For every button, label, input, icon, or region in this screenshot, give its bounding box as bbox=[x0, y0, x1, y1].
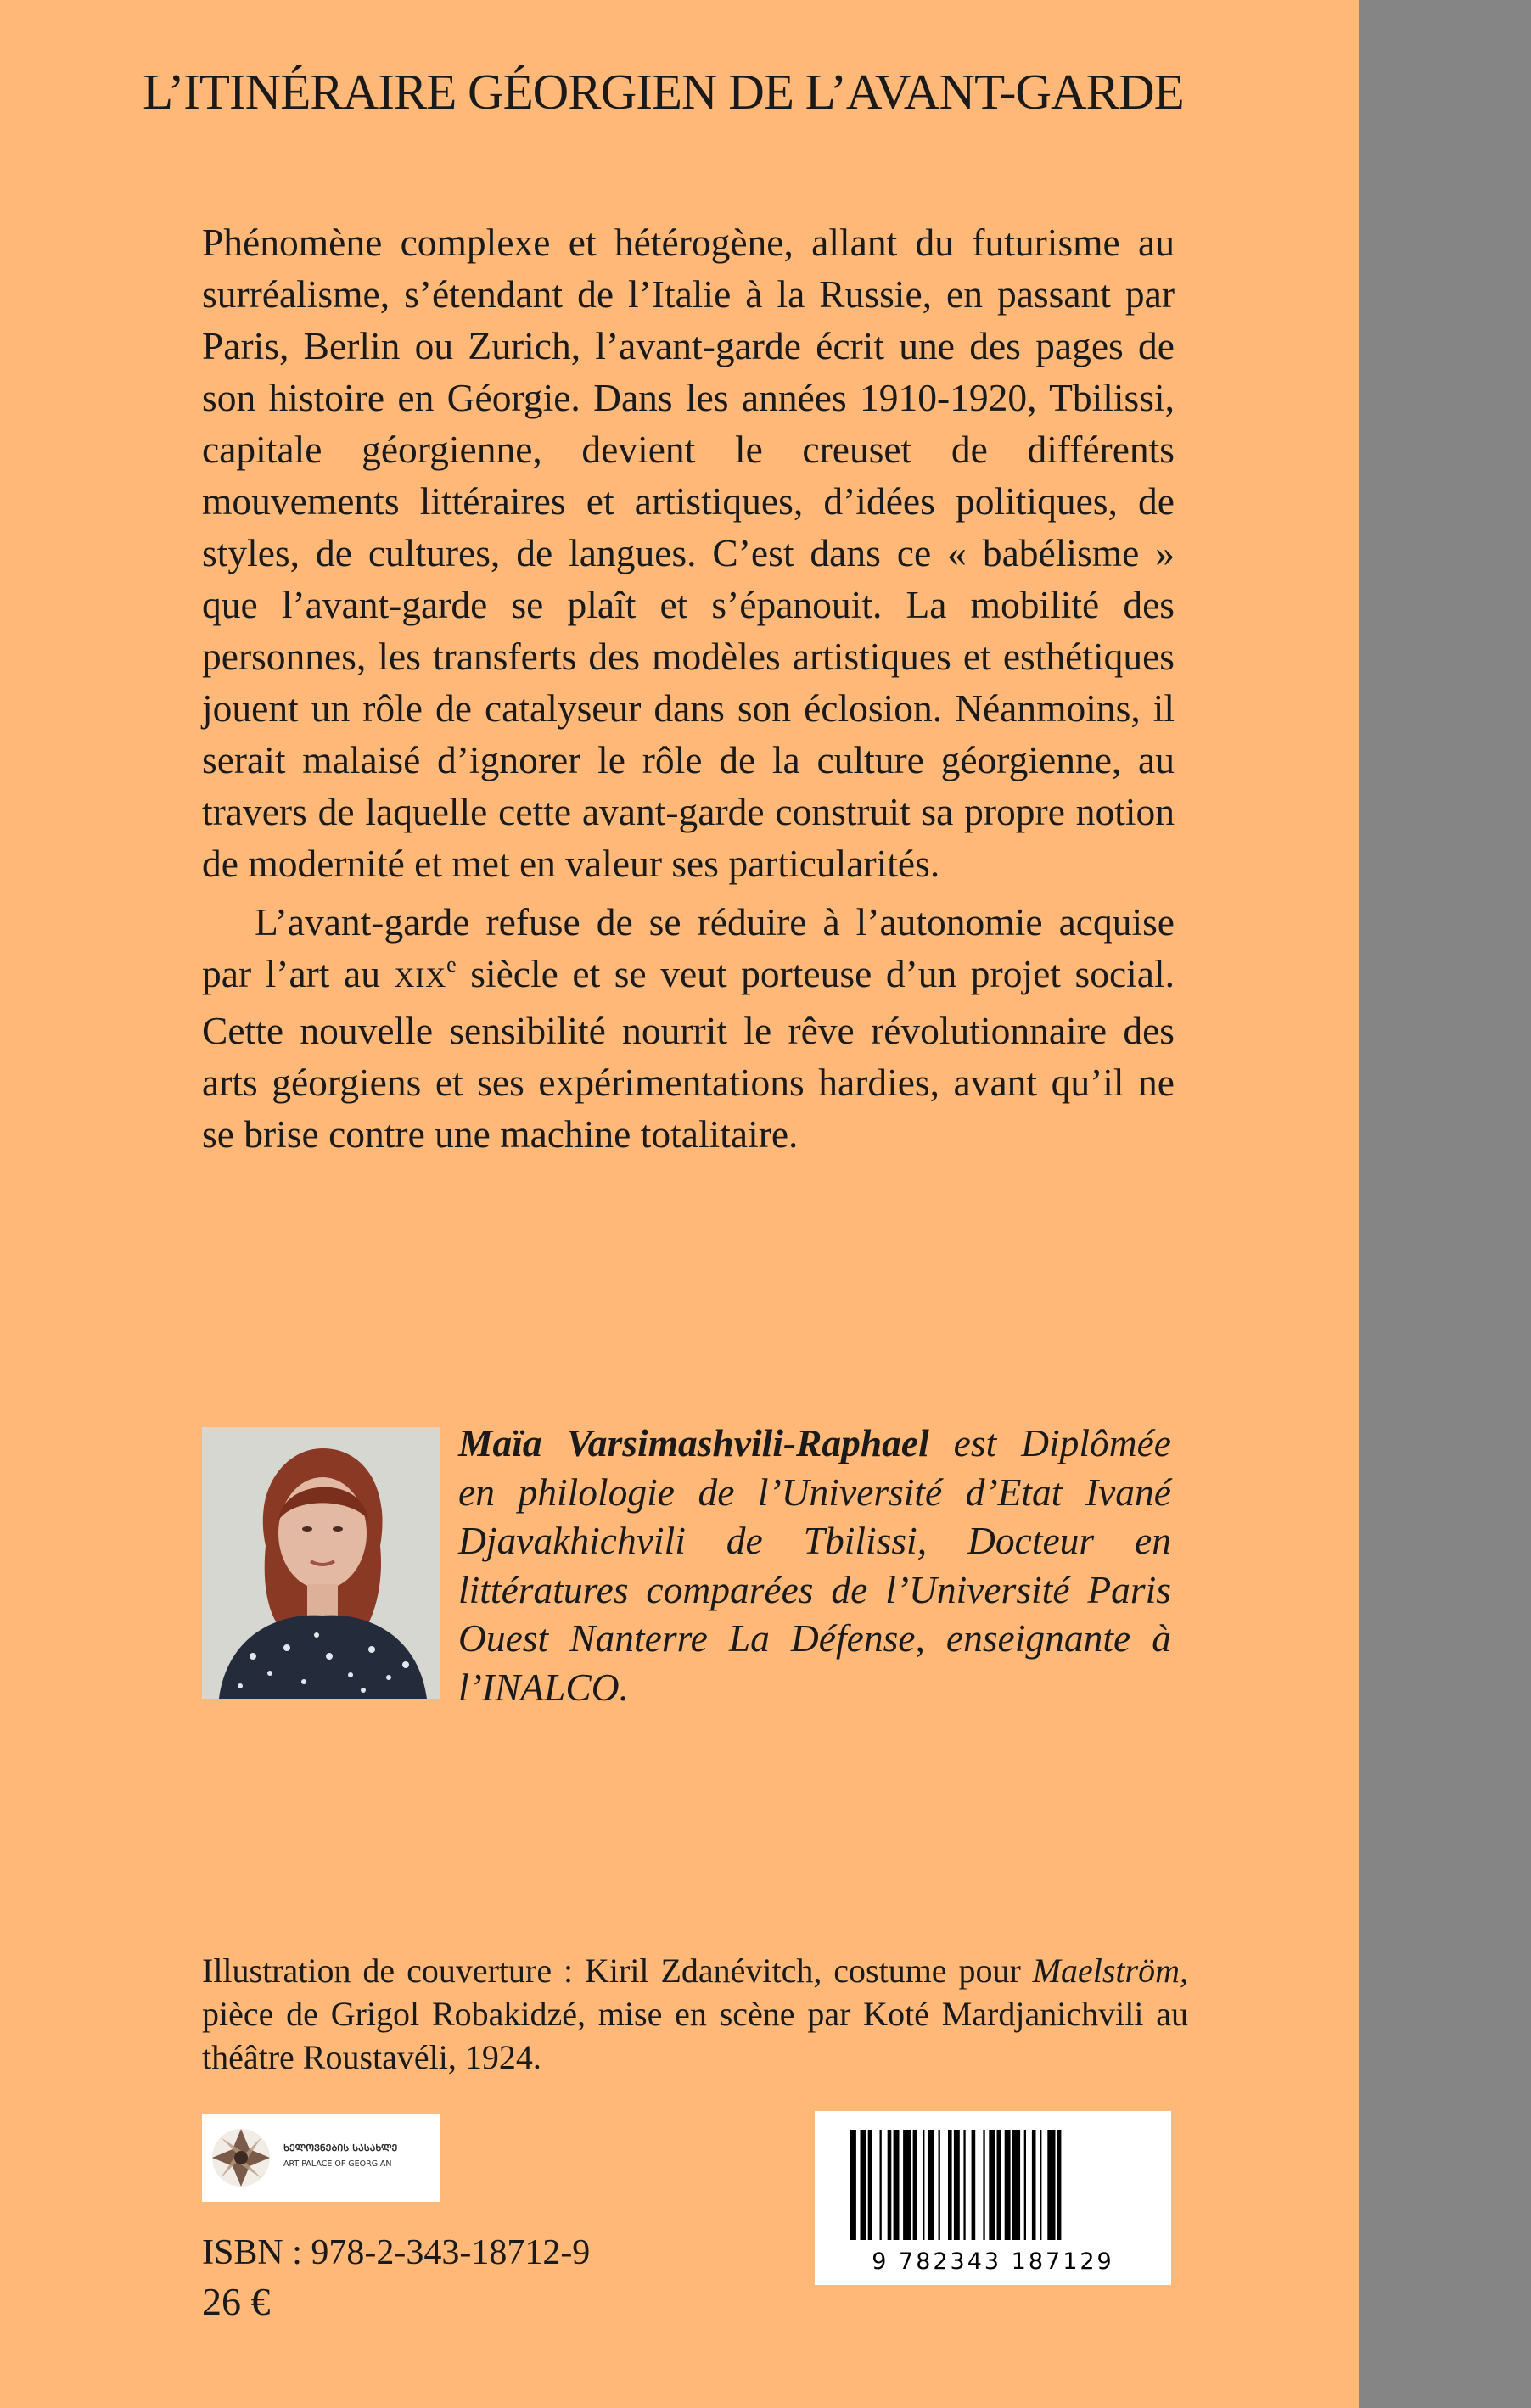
cover-illustration-credit bbox=[202, 1949, 1188, 2079]
blurb-p2-start: L’avant-garde refuse de se réduire à l’autonomie acquise par l’art au bbox=[202, 900, 1175, 995]
barcode-digits: 9 782343 187129 bbox=[872, 2248, 1114, 2275]
century-numeral: XIX bbox=[394, 963, 447, 994]
blurb-paragraph-2 bbox=[202, 896, 1175, 1160]
publisher-logo-graphic bbox=[202, 2114, 440, 2202]
publisher-logo-line2: ART PALACE OF GEORGIAN bbox=[283, 2159, 392, 2169]
author-photo bbox=[202, 1427, 440, 1699]
credit-text-start: Illustration de couverture : Kiril Zdanévitch, costume pour bbox=[202, 1952, 1033, 1990]
isbn: ISBN : 978-2-343-18712-9 bbox=[202, 2233, 591, 2272]
credit-work-title: Maelström, bbox=[1032, 1952, 1188, 1990]
credit-text-end: pièce de Grigol Robakidzé, mise en scène par Koté Mardjanichvili au théâtre Roustavéli, 1924. bbox=[202, 1995, 1188, 2076]
book-title: L’ITINÉRAIRE GÉORGIEN DE L’AVANT-GARDE bbox=[143, 64, 1184, 120]
barcode bbox=[815, 2111, 1171, 2285]
author-bio bbox=[458, 1419, 1171, 1711]
barcode-graphic bbox=[815, 2111, 1171, 2285]
blurb-text bbox=[202, 216, 1175, 1160]
century-suffix: e bbox=[446, 951, 457, 977]
blurb-paragraph-1: Phénomène complexe et hétérogène, allant du futurisme au surréalisme, s’étendant de l’Italie à la Russie, en passant par Paris, Berlin ou Zurich, l’avant-garde écrit une des pages de son histoire en Géorgie. Dans les années 1910-1920, Tbilissi, capitale géorgienne, devient le creuset de différents mouvements littéraires et artistiques, d’idées politiques, de styles, de cultures, de langues. C’est dans ce « babélisme » que l’avant-garde se plaît et s’épanouit. La mobilité des personnes, les transferts des modèles artistiques et esthétiques jouent un rôle de catalyseur dans son éclosion. Néanmoins, il serait malaisé d’ignorer le rôle de la culture géorgienne, au travers de laquelle cette avant-garde construit sa propre notion de modernité et met en valeur ses particularités. bbox=[202, 221, 1175, 885]
author-name: Maïa Varsimashvili-Raphael bbox=[458, 1421, 929, 1464]
author-bio-text: est Diplômée en philologie de l’Université d’Etat Ivané Djavakhichvili de Tbilissi, Docteur en littératures comparées de l’Université Paris Ouest Nanterre La Défense, enseignante à l’INALCO. bbox=[458, 1421, 1172, 1709]
author-portrait-image bbox=[202, 1427, 440, 1699]
price: 26 € bbox=[202, 2280, 271, 2323]
spine-strip bbox=[1359, 0, 1531, 2408]
publisher-emblem-icon bbox=[212, 2129, 270, 2187]
publisher-logo bbox=[202, 2114, 440, 2202]
publisher-logo-line1: ᲮᲔᲚᲝᲕᲜᲔᲑᲘᲡ ᲡᲐᲡᲐᲮᲚᲔ bbox=[283, 2142, 398, 2153]
blurb-p2-end: siècle et se veut porteuse d’un projet social. Cette nouvelle sensibilité nourrit le rêve révolutionnaire des arts géorgiens et ses expérimentations hardies, avant qu’il ne se brise contre une machine totalitaire. bbox=[202, 952, 1175, 1156]
